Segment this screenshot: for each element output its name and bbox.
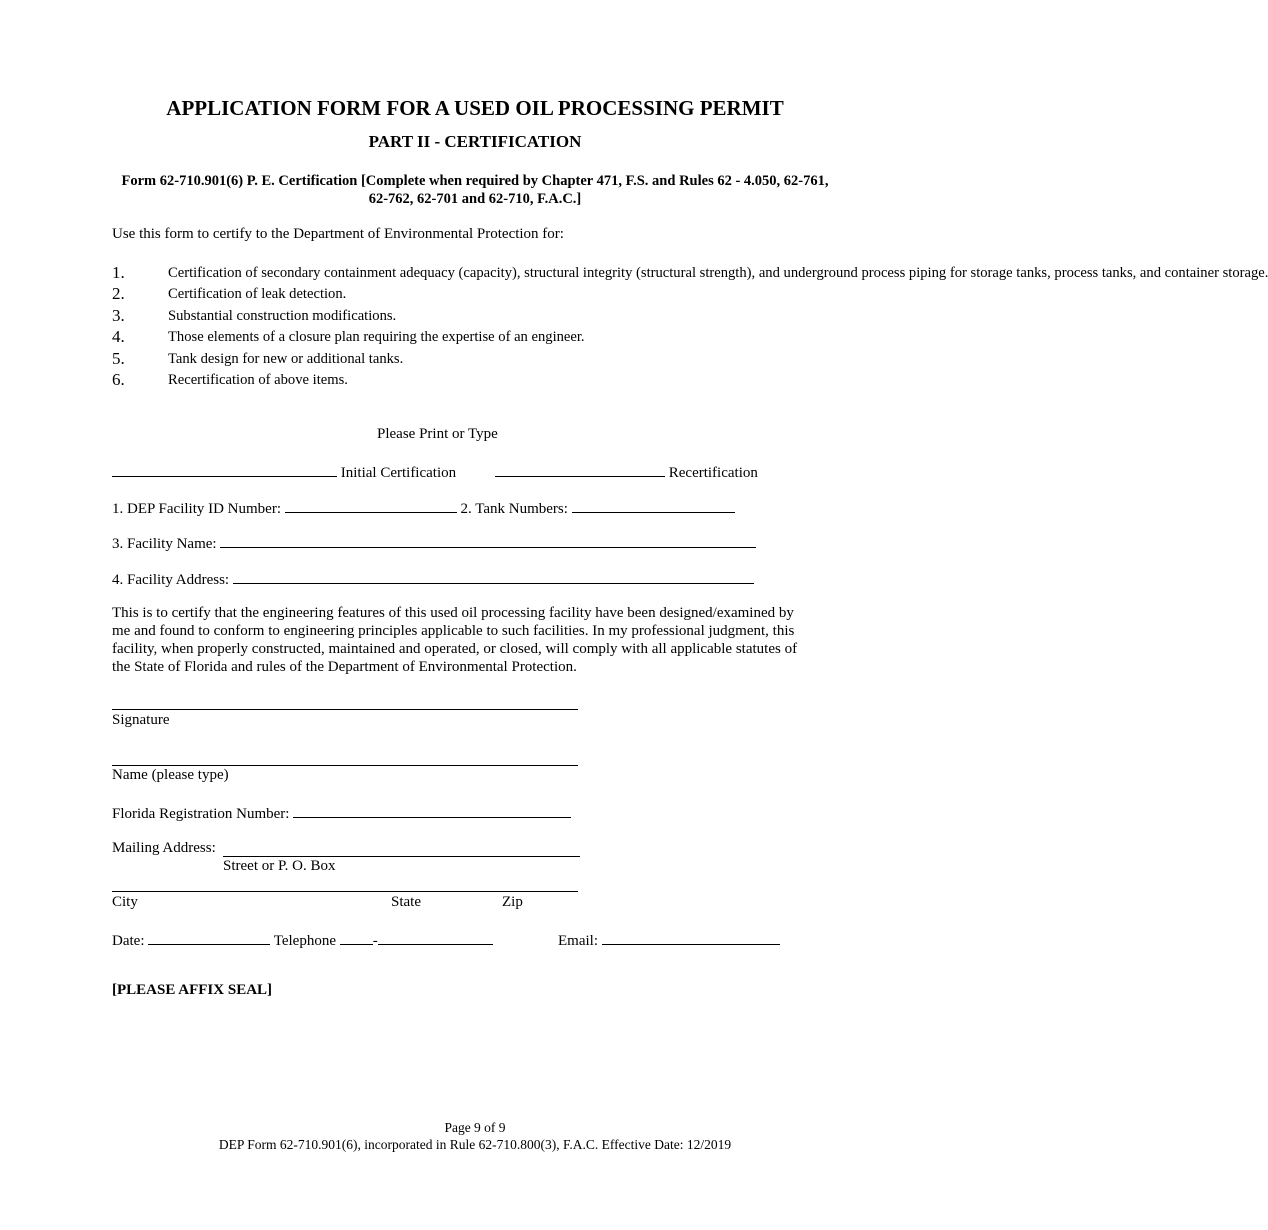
- registration-number-field[interactable]: [293, 803, 571, 818]
- list-item: [112, 285, 812, 303]
- list-item-number: 5.: [112, 348, 125, 368]
- tank-numbers-label: 2. Tank Numbers:: [460, 501, 568, 517]
- facility-name-row: [112, 533, 756, 553]
- form-reference: Form 62-710.901(6) P. E. Certification [Complete when required by Chapter 471, F.S. and Rules 62 - 4.050, 62-761, 62-762, 62-701 and 62-710, F.A.C.]: [121, 173, 829, 207]
- zip-label: Zip: [502, 894, 523, 910]
- date-telephone-row: [112, 930, 493, 950]
- name-label: Name (please type): [112, 767, 229, 783]
- certification-items-list: [112, 263, 1268, 392]
- mailing-address-line[interactable]: [223, 856, 580, 857]
- email-field[interactable]: [602, 930, 780, 945]
- list-item-text: Those elements of a closure plan requiring the expertise of an engineer.: [168, 329, 585, 346]
- name-line[interactable]: [112, 765, 578, 766]
- list-item: [112, 263, 1268, 282]
- list-item-number: 3.: [112, 305, 125, 325]
- registration-number-row: [112, 803, 571, 823]
- list-item-text: Certification of secondary containment adequacy (capacity), structural integrity (structural strength), and underground process piping for storage tanks, process tanks, and container storage.: [168, 265, 1268, 281]
- city-state-zip-line[interactable]: [112, 891, 578, 892]
- signature-label: Signature: [112, 712, 170, 728]
- list-item-text: Recertification of above items.: [168, 371, 348, 388]
- facility-id-row: [112, 498, 735, 518]
- tank-numbers-field[interactable]: [572, 498, 735, 513]
- affix-seal-label: [PLEASE AFFIX SEAL]: [112, 982, 273, 998]
- date-label: Date:: [112, 933, 145, 949]
- form-title: APPLICATION FORM FOR A USED OIL PROCESSING PERMIT: [166, 96, 784, 120]
- recertification-row: [495, 462, 758, 482]
- list-item-number: 4.: [112, 327, 125, 347]
- recertification-blank[interactable]: [495, 462, 665, 477]
- facility-address-label: 4. Facility Address:: [112, 572, 230, 588]
- form-footer-info: DEP Form 62-710.901(6), incorporated in Rule 62-710.800(3), F.A.C. Effective Date: 12/2019: [218, 1137, 732, 1152]
- facility-address-row: [112, 569, 754, 589]
- list-item-number: 1.: [112, 263, 125, 282]
- mailing-address-label: Mailing Address:: [112, 840, 216, 856]
- list-item-number: 2.: [112, 284, 125, 304]
- list-item-number: 6.: [112, 369, 125, 389]
- facility-name-label: 3. Facility Name:: [112, 536, 217, 552]
- street-label: Street or P. O. Box: [223, 858, 336, 874]
- telephone-number-field[interactable]: [378, 930, 493, 945]
- initial-certification-label: Initial Certification: [340, 465, 457, 481]
- email-row: [558, 930, 780, 950]
- date-field[interactable]: [148, 930, 270, 945]
- intro-text: Use this form to certify to the Department of Environmental Protection for:: [112, 226, 564, 242]
- initial-certification-blank[interactable]: [112, 462, 337, 477]
- signature-line[interactable]: [112, 709, 578, 710]
- list-item-text: Substantial construction modifications.: [168, 307, 397, 324]
- list-item: [112, 371, 812, 389]
- list-item-text: Tank design for new or additional tanks.: [168, 350, 404, 367]
- certification-statement: This is to certify that the engineering features of this used oil processing facility have been designed/examined by me and found to conform to engineering principles applicable to such facilities. In my professional judgment, this facility, when properly constructed, maintained and operated, or closed, will comply with all applicable statutes of the State of Florida and rules of the Department of Environmental Protection.: [112, 605, 798, 675]
- print-or-type-instruction: Please Print or Type: [377, 426, 498, 442]
- registration-number-label: Florida Registration Number:: [112, 806, 290, 822]
- recertification-label: Recertification: [668, 465, 758, 481]
- telephone-separator: -: [372, 933, 378, 949]
- telephone-area-code-field[interactable]: [340, 930, 373, 945]
- facility-id-label: 1. DEP Facility ID Number:: [112, 501, 282, 517]
- initial-certification-row: [112, 462, 456, 482]
- form-subtitle: PART II - CERTIFICATION: [368, 132, 582, 151]
- list-item: [112, 350, 812, 368]
- list-item: [112, 328, 812, 346]
- city-label: City: [112, 894, 138, 910]
- facility-name-field[interactable]: [220, 533, 756, 548]
- telephone-label: Telephone: [273, 933, 336, 949]
- list-item: [112, 307, 812, 325]
- page-number: Page 9 of 9: [444, 1120, 506, 1135]
- list-item-text: Certification of leak detection.: [168, 286, 347, 303]
- facility-address-field[interactable]: [233, 569, 754, 584]
- state-label: State: [391, 894, 421, 910]
- email-label: Email:: [558, 933, 598, 949]
- facility-id-field[interactable]: [285, 498, 457, 513]
